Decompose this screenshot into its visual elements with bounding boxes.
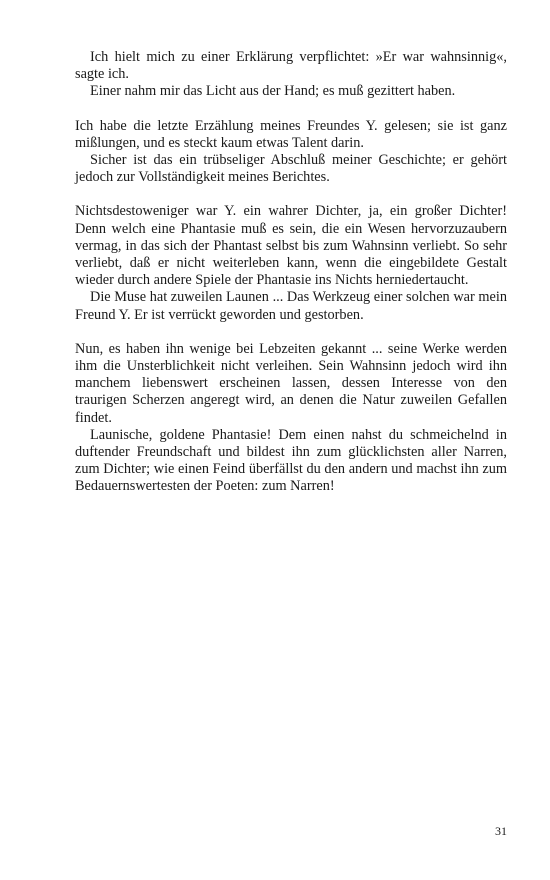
section-4 (75, 341, 507, 496)
paragraph: Ich hielt mich zu einer Erklärung verpflichtet: »Er war wahnsinnig«, sagte ich. (75, 49, 507, 83)
section-2 (75, 118, 507, 187)
section-1 (75, 49, 507, 101)
paragraph: Launische, goldene Phantasie! Dem einen nahst du schmeichelnd in duftender Freundschaft und bildest ihn zum glücklichsten aller Narren, zum Dichter; wie einen Feind überfällst du den andern und machst ihn zum Bedauernswertesten der Poeten: zum Narren! (75, 426, 507, 495)
paragraph: Die Muse hat zuweilen Launen ... Das Werkzeug einer solchen war mein Freund Y. Er ist verrückt geworden und gestorben. (75, 289, 507, 323)
paragraph: Sicher ist das ein trübseliger Abschluß meiner Geschichte; er gehört jedoch zur Vollständigkeit meines Berichtes. (75, 152, 507, 186)
body-text (75, 49, 507, 513)
section-3 (75, 203, 507, 323)
paragraph: Ich habe die letzte Erzählung meines Freundes Y. gelesen; sie ist ganz mißlungen, und es steckt kaum etwas Talent darin. (75, 117, 507, 151)
page-number: 31 (495, 824, 507, 838)
paragraph: Nichtsdestoweniger war Y. ein wahrer Dichter, ja, ein großer Dichter! Denn welch eine Phantasie muß es sein, die ein Wesen hervorzuzaubern vermag, in das sich der Phantast selbst bis zum Wahnsinn verliebt. So sehr verliebt, daß er nicht weiterleben kann, wenn die eingebildete Gestalt wieder durch andere Spiele der Phantasie ins Nichts herniedertaucht. (75, 203, 507, 289)
paragraph: Einer nahm mir das Licht aus der Hand; es muß gezittert haben. (90, 83, 456, 100)
paragraph: Nun, es haben ihn wenige bei Lebzeiten gekannt ... seine Werke werden ihm die Unsterblichkeit nicht verleihen. Sein Wahnsinn jedoch wird ihn manchem liebenswert erscheinen lassen, dessen Interesse von den traurigen Scherzen angeregt wird, an denen die Natur zuweilen Gefallen findet. (75, 340, 507, 426)
